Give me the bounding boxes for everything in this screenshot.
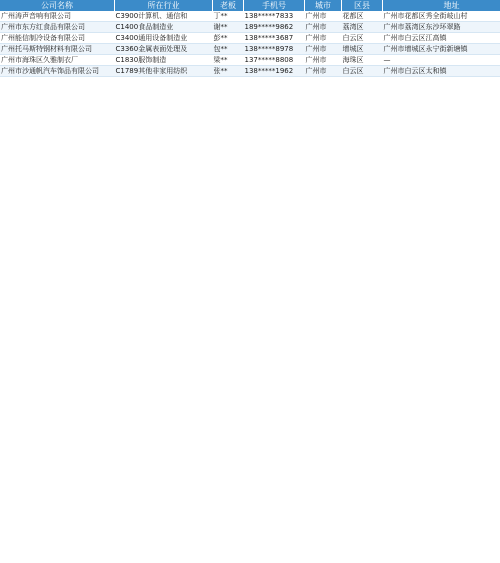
table-row	[0, 11, 500, 22]
cell-address: 广州市荔湾区东沙环翠路	[383, 22, 500, 33]
cell-boss: 丁**	[213, 11, 244, 22]
cell-industry: C1789其他非家用纺织	[115, 66, 213, 77]
cell-address: 广州市增城区永宁街新塘镇	[383, 44, 500, 55]
cell-industry: C1400食品制造业	[115, 22, 213, 33]
table-row	[0, 33, 500, 44]
cell-industry: C1830服饰制造	[115, 55, 213, 66]
cell-boss: 谢**	[213, 22, 244, 33]
cell-boss: 彭**	[213, 33, 244, 44]
cell-phone: 138*****7833	[244, 11, 305, 22]
cell-address: 广州市白云区太和镇	[383, 66, 500, 77]
table-row	[0, 66, 500, 77]
cell-phone: 189*****9862	[244, 22, 305, 33]
cell-company: 广州市沙通帆汽车饰品有限公司	[0, 66, 115, 77]
cell-company: 广州托马斯特钢材料有限公司	[0, 44, 115, 55]
cell-phone: 138*****3687	[244, 33, 305, 44]
cell-address: —	[383, 55, 500, 66]
cell-company: 广州市海珠区久雅制衣厂	[0, 55, 115, 66]
cell-district: 白云区	[342, 66, 383, 77]
cell-district: 增城区	[342, 44, 383, 55]
cell-company: 广州市东方红食品有限公司	[0, 22, 115, 33]
table-row	[0, 55, 500, 66]
cell-district: 花都区	[342, 11, 383, 22]
cell-industry: C3900计算机、通信和	[115, 11, 213, 22]
col-header-boss: 老板	[213, 0, 244, 11]
cell-boss: 张**	[213, 66, 244, 77]
cell-city: 广州市	[305, 55, 342, 66]
company-table	[0, 0, 500, 77]
cell-address: 广州市花都区秀全街岐山村	[383, 11, 500, 22]
cell-city: 广州市	[305, 22, 342, 33]
cell-industry: C3400通用设备制造业	[115, 33, 213, 44]
table-row	[0, 44, 500, 55]
col-header-address: 地址	[383, 0, 500, 11]
cell-city: 广州市	[305, 66, 342, 77]
cell-company: 广州能信制冷设备有限公司	[0, 33, 115, 44]
col-header-company: 公司名称	[0, 0, 115, 11]
cell-boss: 梁**	[213, 55, 244, 66]
col-header-phone: 手机号	[244, 0, 305, 11]
cell-phone: 137*****8808	[244, 55, 305, 66]
table-header-row	[0, 0, 500, 11]
continued-note	[0, 80, 500, 90]
cell-city: 广州市	[305, 44, 342, 55]
cell-industry: C3360金属表面处理及	[115, 44, 213, 55]
cell-address: 广州市白云区江高镇	[383, 33, 500, 44]
col-header-city: 城市	[305, 0, 342, 11]
cell-company: 广州涛声音响有限公司	[0, 11, 115, 22]
cell-district: 海珠区	[342, 55, 383, 66]
cell-district: 荔湾区	[342, 22, 383, 33]
cell-city: 广州市	[305, 11, 342, 22]
col-header-district: 区县	[342, 0, 383, 11]
cell-boss: 包**	[213, 44, 244, 55]
cell-phone: 138*****8978	[244, 44, 305, 55]
table-row	[0, 22, 500, 33]
cell-city: 广州市	[305, 33, 342, 44]
cell-district: 白云区	[342, 33, 383, 44]
cell-phone: 138*****1962	[244, 66, 305, 77]
col-header-industry: 所在行业	[115, 0, 213, 11]
